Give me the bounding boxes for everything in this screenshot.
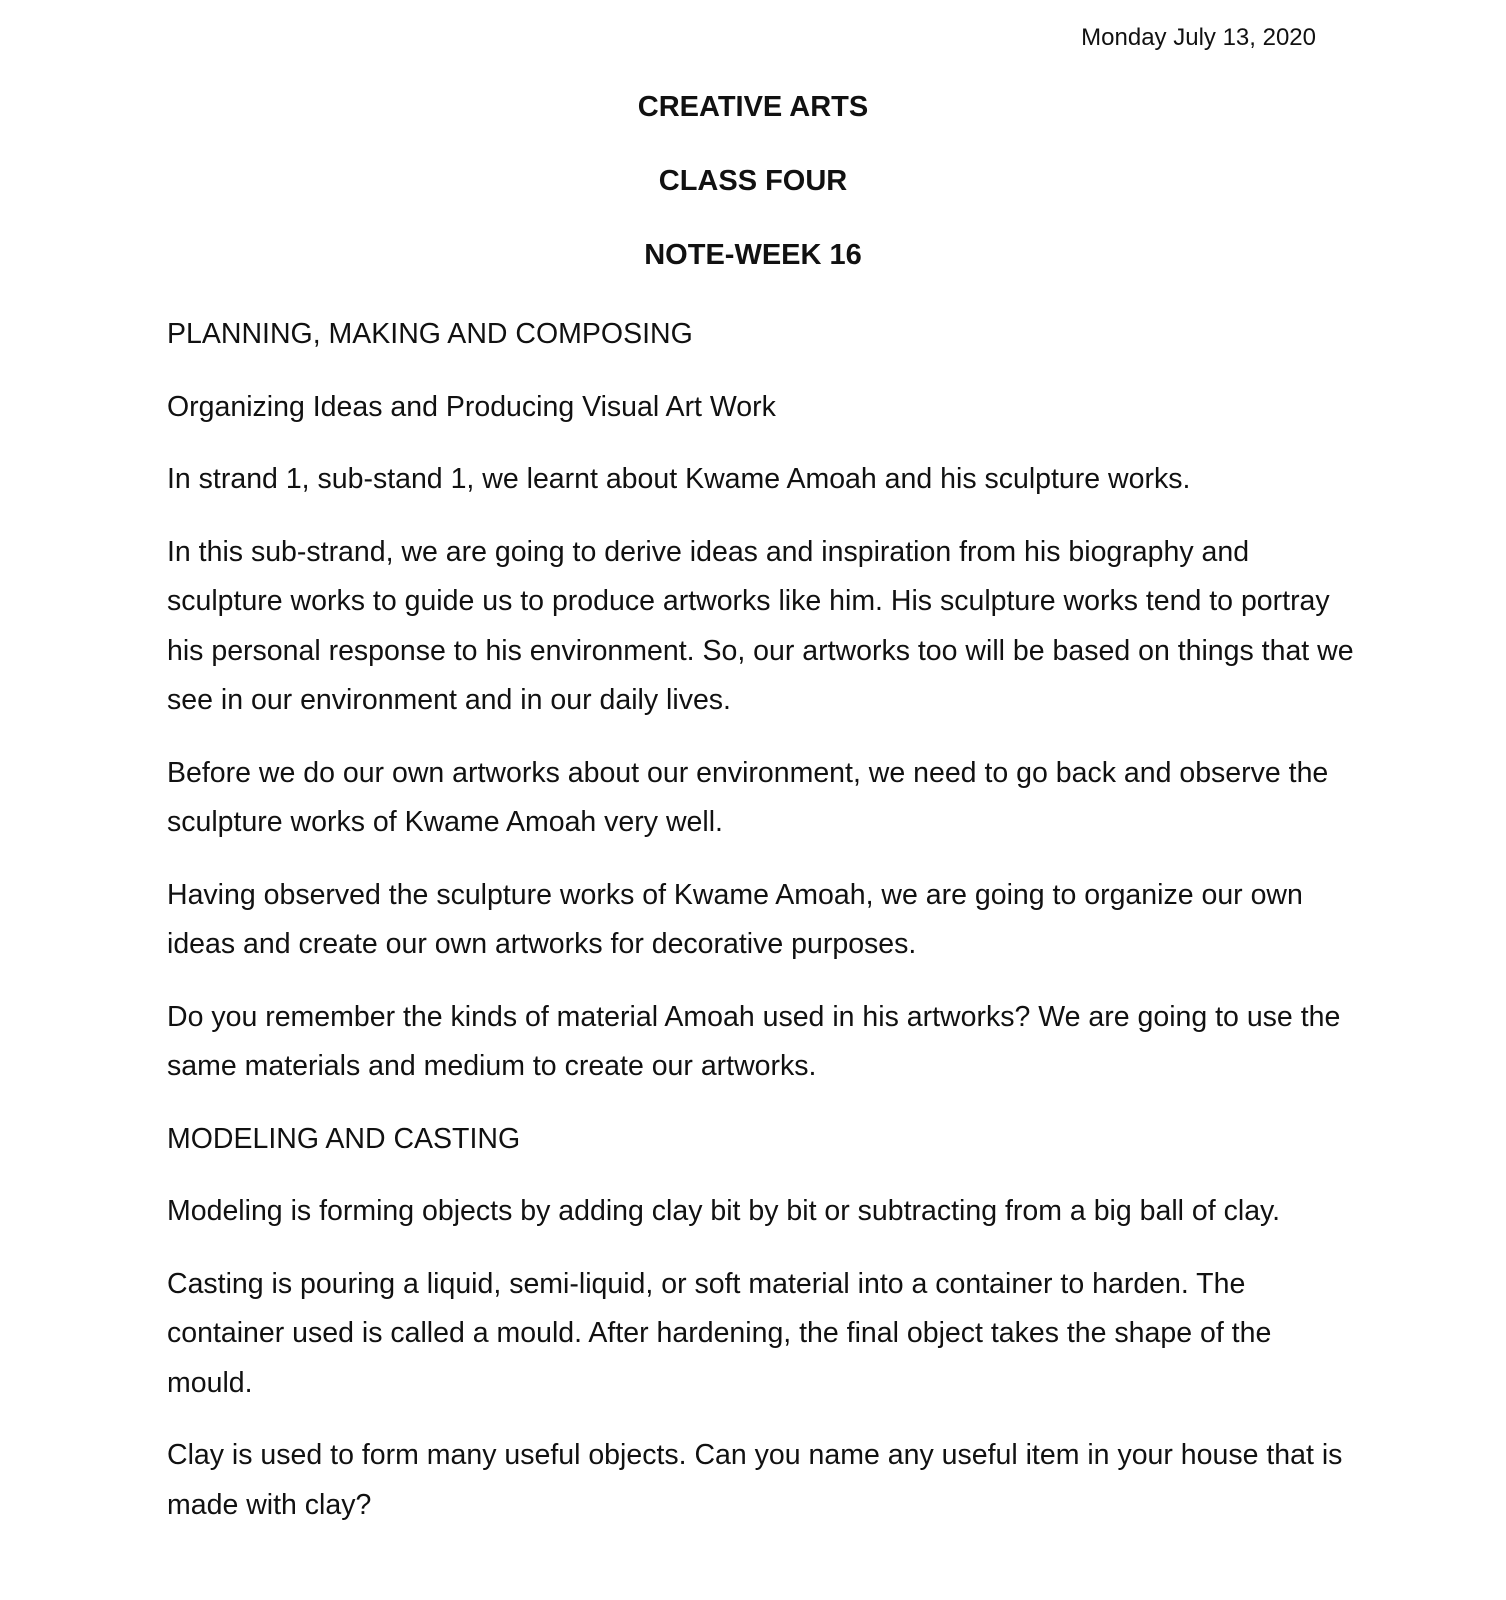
paragraph-modeling-definition: Modeling is forming objects by adding clay bit by bit or subtracting from a big ball of clay. <box>167 1195 1281 1227</box>
paragraph-sub-strand-intro: In this sub-strand, we are going to derive ideas and inspiration from his biography and sculpture works to guide us to produce artworks like him. His sculpture works tend to portray his personal response to his environment. So, our artworks too will be based on things that we see in our environment and in our daily lives. <box>167 535 1354 716</box>
section-subtitle: Organizing Ideas and Producing Visual Art Work <box>167 390 776 423</box>
document-body <box>167 310 1357 1553</box>
section-title-modeling: MODELING AND CASTING <box>167 1122 521 1155</box>
paragraph-organize-ideas: Having observed the sculpture works of Kwame Amoah, we are going to organize our own ideas and create our own artworks for decorative purposes. <box>167 878 1303 960</box>
paragraph-clay-question: Clay is used to form many useful objects. Can you name any useful item in your house that is made with clay? <box>167 1439 1343 1521</box>
class-heading: CLASS FOUR <box>658 165 848 197</box>
document-date: Monday July 13, 2020 <box>1081 24 1316 51</box>
week-heading: NOTE-WEEK 16 <box>644 239 862 271</box>
paragraph-materials: Do you remember the kinds of material Amoah used in his artworks? We are going to use the same materials and medium to create our artworks. <box>167 1000 1341 1082</box>
section-title-planning: PLANNING, MAKING AND COMPOSING <box>167 318 693 350</box>
paragraph-casting-definition: Casting is pouring a liquid, semi-liquid, or soft material into a container to harden. The container used is called a mould. After hardening, the final object takes the shape of the mould. <box>167 1267 1272 1399</box>
subject-heading: CREATIVE ARTS <box>637 91 869 123</box>
paragraph-observe-works: Before we do our own artworks about our environment, we need to go back and observe the sculpture works of Kwame Amoah very well. <box>167 756 1329 838</box>
paragraph-strand-recap: In strand 1, sub-stand 1, we learnt about Kwame Amoah and his sculpture works. <box>167 463 1191 495</box>
